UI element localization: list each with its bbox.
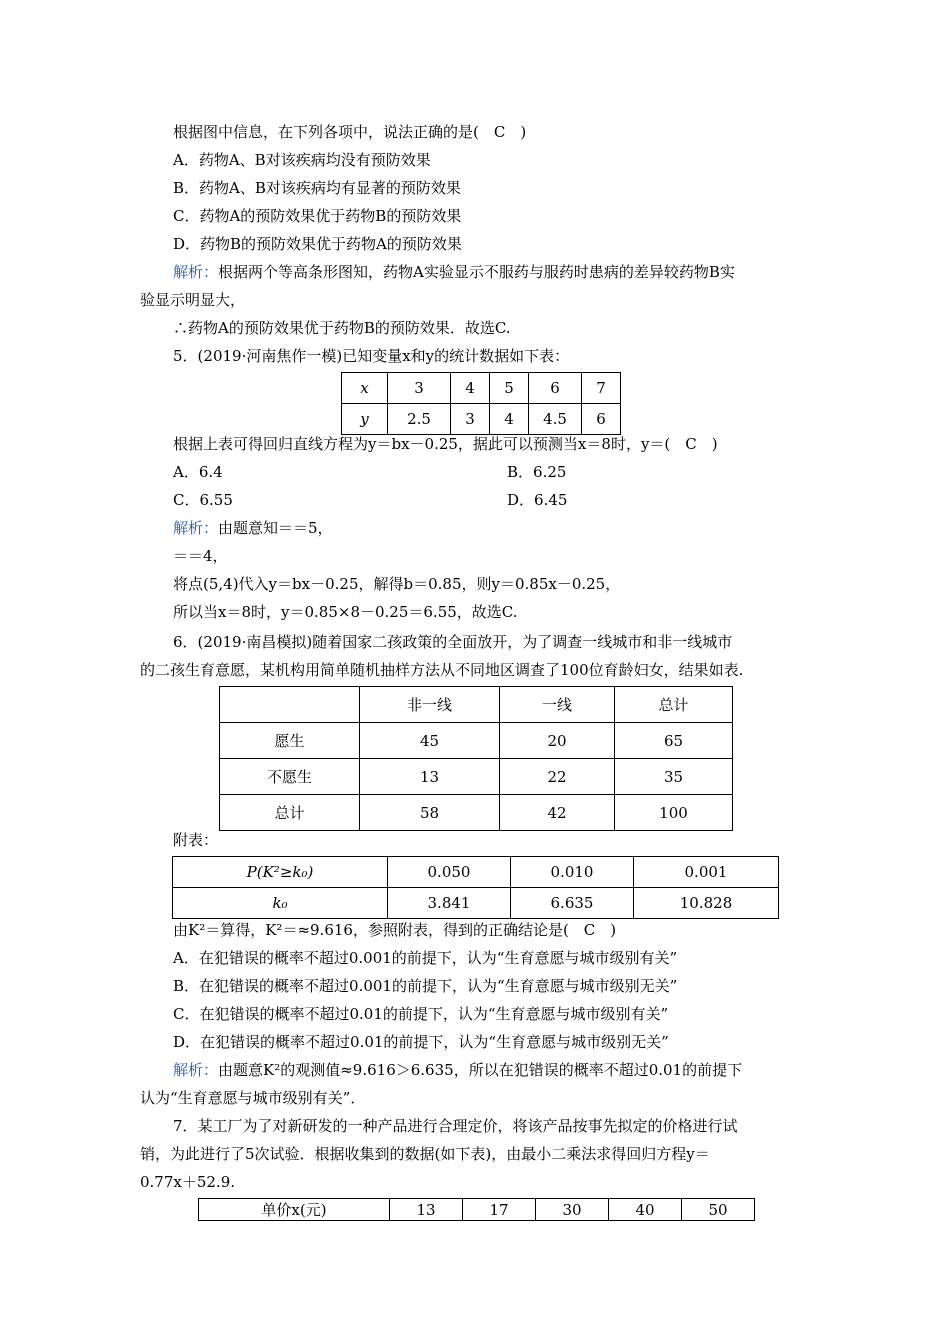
table-cell: 一线 (500, 687, 615, 723)
q4-analysis-line-2: 验显示明显大， (140, 291, 246, 309)
q4-option-c: C．药物A的预防效果优于药物B的预防效果 (173, 207, 462, 225)
q4-option-b: B．药物A、B对该疾病均有显著的预防效果 (173, 179, 461, 197)
q5-option-c: C．6.55 (173, 491, 233, 509)
q4-option-a: A．药物A、B对该疾病均没有预防效果 (173, 151, 431, 169)
q4-analysis-line-3: ∴药物A的预防效果优于药物B的预防效果．故选C. (173, 319, 511, 337)
q4-stem: 根据图中信息，在下列各项中，说法正确的是( C ) (173, 123, 527, 141)
analysis-text: 由题意知＝＝5， (218, 519, 333, 537)
q6-option-d: D．在犯错误的概率不超过0.01的前提下，认为“生育意愿与城市级别无关” (173, 1033, 669, 1051)
q7-stem-line-3: 0.77x＋52.9. (140, 1173, 236, 1191)
table-cell: 4.5 (529, 404, 582, 435)
table-cell: 45 (360, 723, 500, 759)
table-cell: 2.5 (388, 404, 451, 435)
table-cell: 非一线 (360, 687, 500, 723)
table-cell: 4 (451, 373, 490, 404)
q4-option-d: D．药物B的预防效果优于药物A的预防效果 (173, 235, 462, 253)
q5-analysis-line-1 (173, 518, 333, 538)
table-cell: 13 (360, 759, 500, 795)
table-cell: 愿生 (220, 723, 360, 759)
analysis-label: 解析： (173, 1061, 219, 1079)
table-cell: 30 (536, 1199, 609, 1221)
table-cell: 10.828 (634, 888, 779, 919)
table-cell: y (342, 404, 388, 435)
q6-analysis-line-1 (173, 1060, 742, 1080)
table-cell: k₀ (173, 888, 388, 919)
table-cell: 3 (451, 404, 490, 435)
q5-analysis-line-3: 将点(5,4)代入y＝bx－0.25，解得b＝0.85，则y＝0.85x－0.25， (173, 575, 621, 593)
table-cell: 6 (582, 404, 621, 435)
q6-appendix-label: 附表： (173, 831, 219, 849)
table-cell: 5 (490, 373, 529, 404)
q6-analysis-line-2: 认为“生育意愿与城市级别有关”． (140, 1089, 366, 1107)
q6-option-c: C．在犯错误的概率不超过0.01的前提下，认为“生育意愿与城市级别有关” (173, 1005, 669, 1023)
q7-price-table (198, 1198, 755, 1221)
table-cell: P(K²≥k₀) (173, 857, 388, 888)
table-cell: 13 (390, 1199, 463, 1221)
q5-data-table (341, 372, 621, 435)
table-cell: 不愿生 (220, 759, 360, 795)
table-cell: 17 (463, 1199, 536, 1221)
q5-question: 根据上表可得回归直线方程为y＝bx－0.25，据此可以预测当x＝8时，y＝( C ) (173, 435, 718, 453)
q7-stem-line-1: 7．某工厂为了对新研发的一种产品进行合理定价，将该产品按事先拟定的价格进行试 (173, 1117, 738, 1135)
table-cell: 0.010 (511, 857, 634, 888)
table-cell: 4 (490, 404, 529, 435)
table-cell: 总计 (615, 687, 733, 723)
analysis-label: 解析： (173, 263, 219, 281)
table-cell: 0.050 (388, 857, 511, 888)
table-cell: 0.001 (634, 857, 779, 888)
table-cell: 6.635 (511, 888, 634, 919)
table-cell: 3 (388, 373, 451, 404)
table-cell: 65 (615, 723, 733, 759)
table-cell: 单价x(元) (199, 1199, 390, 1221)
q7-stem-line-2: 销，为此进行了5次试验．根据收集到的数据(如下表)，由最小二乘法求得回归方程y＝ (140, 1145, 710, 1163)
table-cell: 7 (582, 373, 621, 404)
q6-stem-line-1: 6．(2019·南昌模拟)随着国家二孩政策的全面放开，为了调查一线城市和非一线城市 (173, 633, 733, 651)
q6-appendix-table (172, 856, 779, 919)
table-cell: 42 (500, 795, 615, 831)
table-cell: 40 (609, 1199, 682, 1221)
table-cell: 6 (529, 373, 582, 404)
q5-option-b: B．6.25 (507, 463, 567, 481)
analysis-text: 由题意K²的观测值≈9.616＞6.635，所以在犯错误的概率不超过0.01的前提下 (218, 1061, 743, 1079)
analysis-label: 解析： (173, 519, 219, 537)
q6-stem-line-2: 的二孩生育意愿，某机构用简单随机抽样方法从不同地区调查了100位育龄妇女，结果如表. (140, 661, 744, 679)
q5-stem: 5．(2019·河南焦作一模)已知变量x和y的统计数据如下表： (173, 347, 570, 365)
table-cell: 20 (500, 723, 615, 759)
q6-survey-table (219, 686, 733, 831)
table-cell: x (342, 373, 388, 404)
table-cell (220, 687, 360, 723)
table-cell: 3.841 (388, 888, 511, 919)
table-cell: 100 (615, 795, 733, 831)
q5-option-a: A．6.4 (173, 463, 223, 481)
table-cell: 35 (615, 759, 733, 795)
q6-option-b: B．在犯错误的概率不超过0.001的前提下，认为“生育意愿与城市级别无关” (173, 977, 678, 995)
q5-analysis-line-2: ＝＝4， (173, 547, 228, 565)
q5-analysis-line-4: 所以当x＝8时，y＝0.85×8－0.25＝6.55，故选C. (173, 603, 518, 621)
table-cell: 总计 (220, 795, 360, 831)
table-cell: 58 (360, 795, 500, 831)
q6-question: 由K²＝算得，K²＝≈9.616，参照附表，得到的正确结论是( C ) (173, 921, 617, 939)
table-cell: 22 (500, 759, 615, 795)
q4-analysis-line-1 (173, 262, 735, 282)
q6-option-a: A．在犯错误的概率不超过0.001的前提下，认为“生育意愿与城市级别有关” (173, 949, 678, 967)
table-cell: 50 (682, 1199, 755, 1221)
q5-option-d: D．6.45 (507, 491, 568, 509)
analysis-text: 根据两个等高条形图知，药物A实验显示不服药与服药时患病的差异较药物B实 (218, 263, 735, 281)
